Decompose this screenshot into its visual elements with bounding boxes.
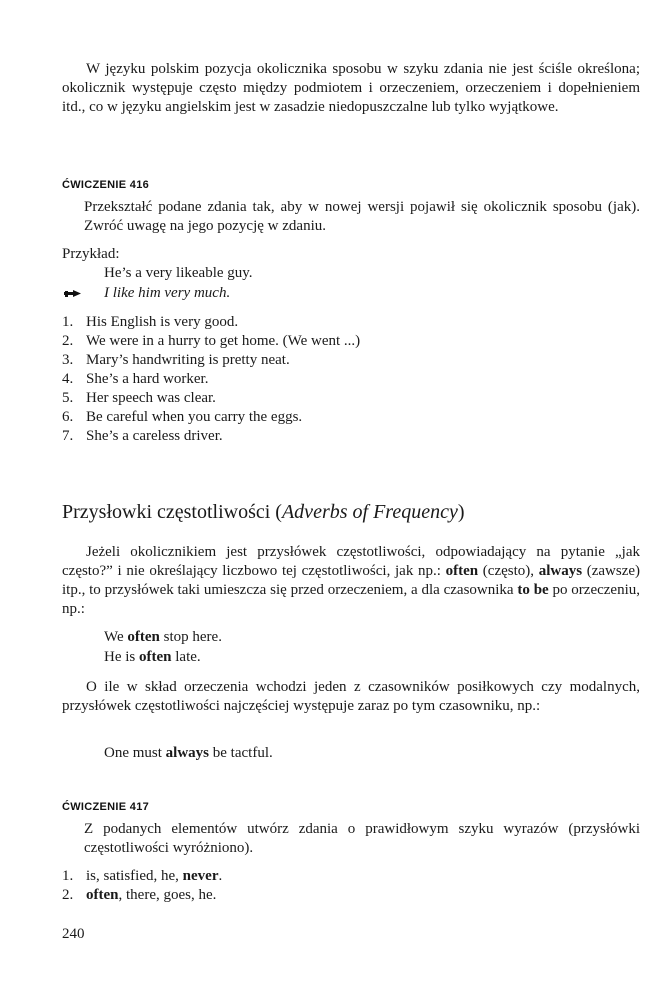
bold-word: to be bbox=[517, 582, 549, 598]
list-item bbox=[62, 313, 642, 332]
intro-paragraph bbox=[62, 60, 640, 117]
list-item bbox=[62, 408, 642, 427]
item-number: 3. bbox=[62, 352, 74, 368]
text-run: po orzeczeniu, np.: bbox=[62, 582, 641, 617]
bold-word: often bbox=[139, 649, 172, 665]
example-sentence: He’s a very likeable guy. bbox=[104, 265, 253, 281]
item-text: His English is very good. bbox=[86, 314, 239, 330]
text-run: is, satisfied, he, bbox=[86, 868, 183, 884]
paragraph-text: O ile w skład orzeczenia wchodzi jeden z czasowników posiłkowych czy modalnych, przysłówek częstotliwości najczęściej występuje zaraz po tym czasowniku, np.: bbox=[62, 679, 640, 714]
frequency-paragraph-1 bbox=[62, 543, 640, 619]
bold-word: never bbox=[182, 868, 219, 884]
text-run: late. bbox=[171, 649, 201, 665]
item-number: 6. bbox=[62, 409, 74, 425]
instruction-text: Z podanych elementów utwórz zdania o prawidłowym szyku wyrazów (przysłówki częstotliwości wyróżniono). bbox=[84, 821, 640, 856]
bold-word: always bbox=[165, 745, 210, 761]
text-run: He is bbox=[104, 649, 139, 665]
list-item bbox=[62, 389, 642, 408]
item-text: Be careful when you carry the eggs. bbox=[86, 409, 303, 425]
example-label: Przykład: bbox=[62, 246, 120, 262]
list-item bbox=[62, 886, 642, 905]
page-number: 240 bbox=[62, 926, 85, 942]
text-run: (często), bbox=[478, 563, 539, 579]
list-item bbox=[62, 867, 642, 886]
list-item bbox=[62, 370, 642, 389]
frequency-paragraph-2 bbox=[62, 678, 640, 716]
bold-word: always bbox=[538, 563, 583, 579]
item-number: 7. bbox=[62, 428, 74, 444]
item-number: 5. bbox=[62, 390, 74, 406]
item-number: 1. bbox=[62, 868, 74, 884]
item-text: We were in a hurry to get home. (We went ...) bbox=[86, 333, 361, 349]
section-title bbox=[62, 500, 465, 524]
paragraph-text bbox=[62, 543, 640, 619]
list-item bbox=[62, 427, 642, 446]
item-text: Her speech was clear. bbox=[86, 390, 216, 406]
example-often-2 bbox=[104, 648, 201, 667]
intro-text: W języku polskim pozycja okolicznika sposobu w szyku zdania nie jest ściśle określona; okolicznik występuje często między podmiotem i orzeczeniem, orzeczeniem i dopełnieniem itd., co w języku angielskim jest w zasadzie niedopuszczalne lub tylko wyjątkowe. bbox=[62, 61, 640, 115]
text-run: , there, goes, he. bbox=[118, 887, 217, 903]
item-text: Mary’s handwriting is pretty neat. bbox=[86, 352, 290, 368]
exercise-416-heading: ĆWICZENIE 416 bbox=[62, 179, 150, 191]
section-title-end: ) bbox=[457, 501, 465, 523]
bold-word: often bbox=[445, 563, 479, 579]
text-run: One must bbox=[104, 745, 166, 761]
section-title-main: Przysłowki częstotliwości ( bbox=[62, 501, 282, 523]
example-often-1 bbox=[104, 628, 222, 647]
item-number: 2. bbox=[62, 333, 74, 349]
list-item bbox=[62, 332, 642, 351]
instruction-text: Przekształć podane zdania tak, aby w nowej wersji pojawił się okolicznik sposobu (jak). Zwróć uwagę na jego pozycję w zdaniu. bbox=[84, 199, 640, 234]
section-title-italic: Adverbs of Frequency bbox=[281, 501, 458, 523]
bold-word: often bbox=[86, 887, 119, 903]
bold-word: often bbox=[127, 629, 160, 645]
exercise-417-list bbox=[62, 867, 642, 905]
item-text: She’s a hard worker. bbox=[86, 371, 209, 387]
text-run: Jeżeli okolicznikiem jest przysłówek częstotliwości, odpowiadający na pytanie „jak często?” i nie określający liczbowo tej częstotliwości, jak np.: bbox=[62, 544, 640, 579]
example-always bbox=[104, 744, 273, 763]
item-number: 1. bbox=[62, 314, 74, 330]
text-run: be tactful. bbox=[209, 745, 273, 761]
item-number: 4. bbox=[62, 371, 74, 387]
exercise-416-instruction bbox=[84, 198, 640, 236]
exercise-417-heading: ĆWICZENIE 417 bbox=[62, 801, 150, 813]
text-run: stop here. bbox=[159, 629, 222, 645]
list-item bbox=[62, 351, 642, 370]
text-run: . bbox=[218, 868, 223, 884]
text-run: We bbox=[104, 629, 128, 645]
example-answer: I like him very much. bbox=[104, 285, 231, 301]
exercise-417-instruction bbox=[84, 820, 640, 858]
exercise-416-list bbox=[62, 313, 642, 446]
item-number: 2. bbox=[62, 887, 74, 903]
item-text: She’s a careless driver. bbox=[86, 428, 223, 444]
text-run: (zawsze) itp., to przysłówek taki umieszcza się przed orzeczeniem, a dla czasownika bbox=[62, 563, 641, 598]
pointing-hand-icon bbox=[64, 289, 82, 299]
